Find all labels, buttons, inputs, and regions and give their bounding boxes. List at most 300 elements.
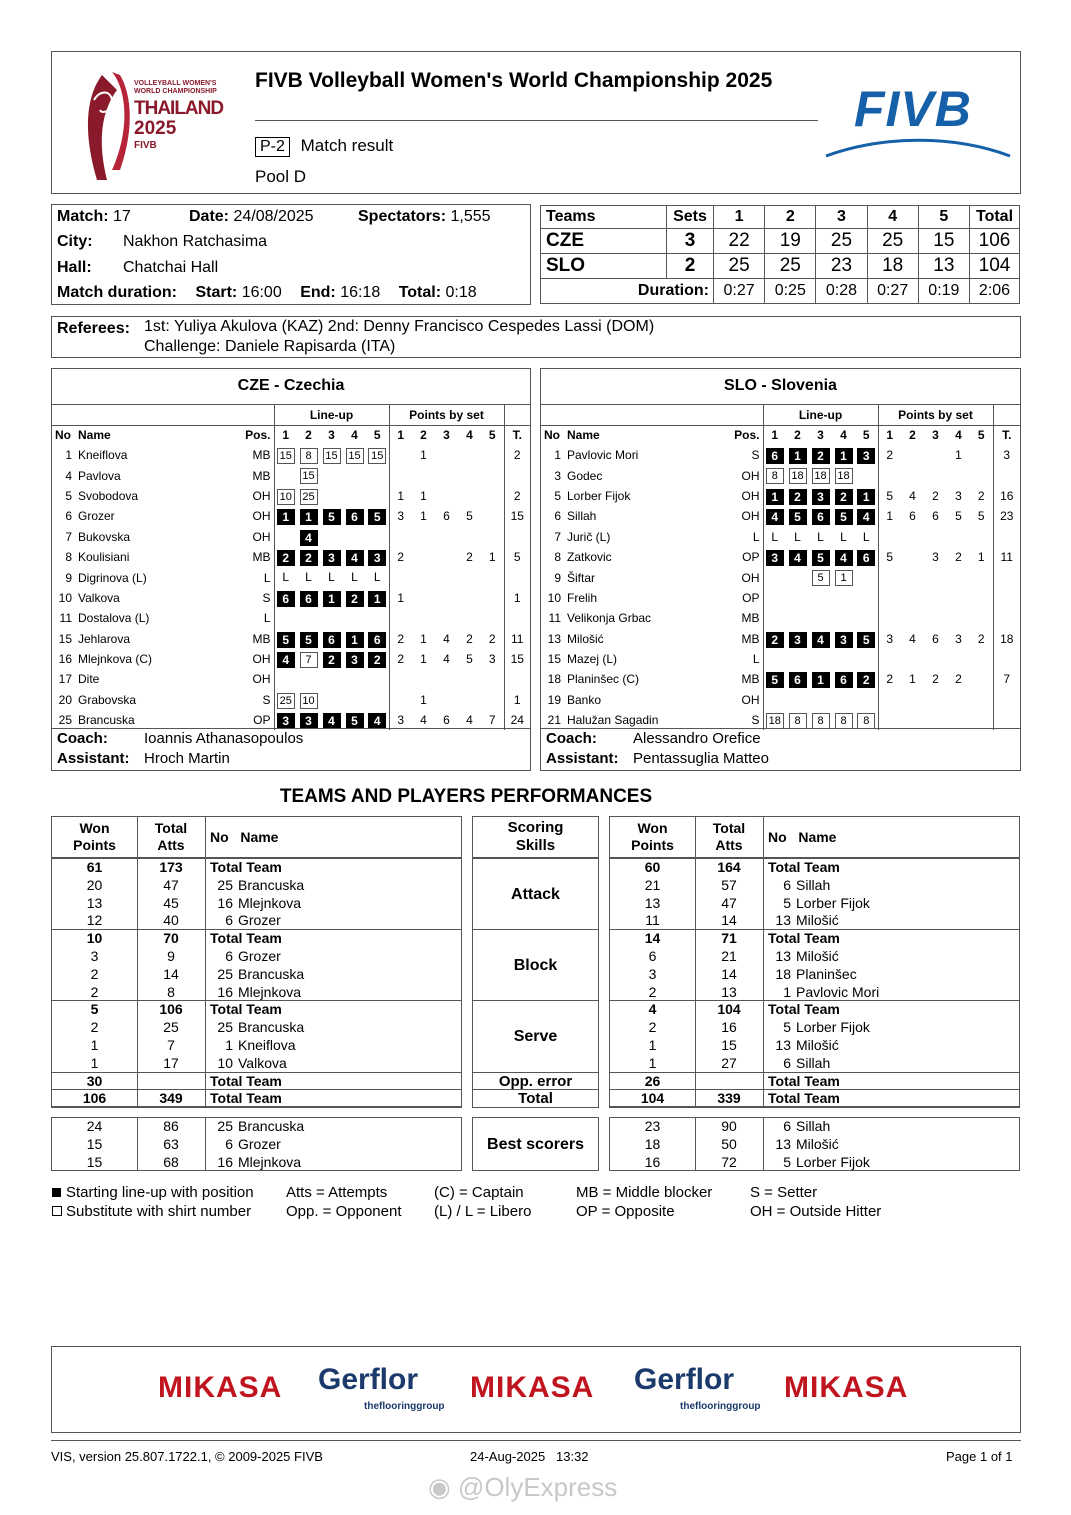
won-points: 60 — [644, 859, 661, 875]
starting-position: 5 — [323, 509, 341, 525]
player-position: L — [752, 652, 760, 667]
total-atts: 349 — [159, 1090, 183, 1107]
points-in-set: 1 — [420, 631, 427, 646]
points-in-set — [901, 465, 924, 485]
points-total: 1 — [504, 588, 530, 608]
starting-position: 5 — [835, 509, 853, 525]
starting-position: 1 — [789, 448, 807, 464]
player-name: Lorber Fijok — [796, 1153, 870, 1170]
points-in-set — [947, 608, 970, 628]
won-points: 1 — [90, 1036, 99, 1053]
points-in-set: 4 — [420, 713, 427, 728]
gerflor-tagline: theflooringgroup — [364, 1401, 445, 1412]
points-in-set — [412, 608, 435, 628]
starting-position: 3 — [277, 713, 295, 729]
roster-cze — [51, 368, 531, 771]
player-number: 11 — [59, 611, 72, 626]
won-points: 2 — [648, 1019, 657, 1036]
total-atts: 63 — [163, 1135, 179, 1152]
player-position: OH — [741, 488, 760, 503]
set-col-header: 3 — [817, 428, 824, 443]
legend — [750, 1183, 881, 1221]
pool-label: Pool D — [255, 167, 307, 186]
points-in-set — [389, 669, 412, 689]
player-name: Milošić — [796, 912, 839, 929]
set-score: 13 — [918, 254, 969, 279]
starting-position: 3 — [346, 652, 364, 668]
player-name: Brancuska — [238, 1019, 305, 1036]
set-duration: 0:27 — [714, 279, 765, 304]
player-position: OP — [742, 550, 760, 565]
substitute-number: 5 — [812, 570, 830, 586]
team-code: SLO — [541, 254, 667, 279]
set-score: 25 — [867, 229, 918, 254]
player-name: Šiftar — [567, 570, 596, 585]
starting-position: 3 — [368, 550, 386, 566]
event-logo — [82, 70, 227, 185]
fivb-logo-text: FIVB — [854, 81, 972, 137]
player-position: OP — [253, 713, 271, 728]
starting-position: 6 — [812, 509, 830, 525]
player-row — [541, 669, 1020, 689]
points-in-set — [924, 690, 947, 710]
points-in-set — [458, 608, 481, 628]
points-total: 24 — [504, 710, 530, 730]
legend-item: (L) / L = Libero — [434, 1203, 532, 1220]
set-score: 19 — [765, 229, 816, 254]
points-in-set: 2 — [955, 672, 962, 687]
starting-position: 4 — [789, 550, 807, 566]
points-total: 2 — [504, 445, 530, 465]
score-header: 2 — [765, 206, 816, 229]
player-name: Grozer — [238, 947, 281, 964]
points-total: 18 — [993, 629, 1020, 649]
points-total — [993, 465, 1020, 485]
points-in-set — [878, 649, 901, 669]
libero-marker: L — [305, 570, 312, 585]
total-label: Total: — [398, 284, 442, 301]
points-in-set — [947, 690, 970, 710]
player-name: Halužan Sagadin — [567, 713, 659, 728]
points-in-set — [389, 527, 412, 547]
total-col-header: T. — [993, 425, 1020, 445]
player-position: OH — [252, 529, 271, 544]
player-name: Svobodova — [78, 488, 139, 503]
points-in-set — [435, 669, 458, 689]
set-score: 18 — [867, 254, 918, 279]
set-col-header: 3 — [328, 428, 335, 443]
libero-marker: L — [862, 529, 870, 544]
points-in-set: 1 — [909, 672, 916, 687]
total-atts: 70 — [163, 930, 179, 947]
set-col-header: 2 — [794, 428, 801, 443]
starting-position: 3 — [766, 550, 784, 566]
total-atts: 25 — [163, 1019, 179, 1036]
lineup-header: Line-up — [763, 405, 878, 425]
roster-team-title: SLO - Slovenia — [541, 369, 1020, 405]
substitute-number: 15 — [300, 468, 318, 484]
points-header: Points by set — [878, 405, 993, 425]
player-row — [541, 506, 1020, 526]
starting-position: 6 — [346, 509, 364, 525]
starting-position: 4 — [812, 632, 830, 648]
player-name: Pavlovic Mori — [567, 448, 639, 463]
won-points: 16 — [644, 1153, 661, 1170]
libero-marker: L — [373, 570, 381, 585]
player-number: 9 — [554, 570, 561, 585]
points-total: 3 — [993, 445, 1020, 465]
starting-position: 5 — [857, 632, 875, 648]
player-name: Mazej (L) — [567, 652, 618, 667]
no-header: No — [55, 428, 71, 443]
starting-position: 5 — [300, 632, 318, 648]
coach-label: Coach: — [546, 730, 597, 747]
player-number: 19 — [547, 692, 561, 707]
points-in-set — [458, 690, 481, 710]
set-col-header: 1 — [274, 425, 297, 445]
total-time: 0:18 — [445, 284, 477, 301]
points-in-set — [901, 445, 924, 465]
player-number: 15 — [547, 652, 561, 667]
coach-label: Coach: — [57, 730, 108, 747]
player-number: 8 — [65, 550, 72, 565]
player-no: 25 — [217, 1019, 233, 1036]
points-in-set — [412, 547, 435, 567]
player-name: Total Team — [210, 1090, 282, 1107]
player-name: Grabovska — [78, 692, 137, 707]
starting-position: 6 — [857, 550, 875, 566]
points-in-set — [435, 608, 458, 628]
points-in-set — [924, 567, 947, 587]
player-row — [541, 690, 1020, 710]
substitute-number: 15 — [277, 448, 295, 464]
points-in-set — [458, 567, 481, 587]
total-atts: 106 — [159, 1001, 183, 1018]
starting-position: 3 — [857, 448, 875, 464]
points-in-set: 6 — [932, 509, 939, 524]
player-no: 6 — [225, 947, 233, 964]
points-in-set — [901, 690, 924, 710]
starting-position: 4 — [346, 550, 364, 566]
total-atts: 14 — [163, 965, 179, 982]
libero-marker: L — [840, 529, 847, 544]
set-col-header: 2 — [909, 428, 916, 443]
player-name: Kneiflova — [238, 1036, 296, 1053]
player-name: Velikonja Grbac — [567, 611, 652, 626]
gerflor-logo: Gerflor — [318, 1363, 419, 1396]
points-in-set: 2 — [977, 631, 985, 646]
player-number: 20 — [58, 692, 72, 707]
page-title: FIVB Volleyball Women's World Championship 2025 — [255, 69, 773, 92]
starting-position: 2 — [835, 489, 853, 505]
player-row — [541, 649, 1020, 669]
total-atts: 50 — [721, 1135, 737, 1152]
score-header: 3 — [816, 206, 867, 229]
mikasa-logo: MIKASA — [784, 1371, 909, 1404]
player-name: Total Team — [210, 1001, 282, 1018]
player-number: 1 — [554, 448, 561, 463]
footer-rule — [51, 1440, 1021, 1441]
points-in-set: 3 — [488, 652, 496, 667]
player-name: Total Team — [768, 1001, 840, 1018]
duration-label: Match duration: — [57, 284, 177, 301]
legend-item: Starting line-up with position — [66, 1184, 254, 1201]
player-number: 16 — [58, 652, 72, 667]
performances-title: TEAMS AND PLAYERS PERFORMANCES — [279, 786, 653, 807]
player-number: 13 — [547, 631, 561, 646]
starting-position: 2 — [789, 489, 807, 505]
player-name: Planinšec (C) — [567, 672, 640, 687]
watermark-text: @OlyExpress — [457, 1472, 618, 1502]
starting-position: 4 — [300, 530, 318, 546]
player-name: Digrinova (L) — [78, 570, 147, 585]
won-points: 20 — [86, 876, 103, 893]
player-position: OH — [741, 692, 760, 707]
substitute-number: 15 — [323, 448, 341, 464]
player-number: 15 — [58, 631, 72, 646]
substitute-number: 18 — [835, 468, 853, 484]
points-in-set — [458, 486, 481, 506]
points-in-set — [481, 669, 504, 689]
roster-table — [52, 405, 530, 730]
points-in-set — [412, 567, 435, 587]
print-timestamp: 24-Aug-2025 13:32 — [470, 1449, 589, 1464]
points-in-set: 5 — [878, 486, 901, 506]
total-atts: 104 — [717, 1001, 741, 1018]
points-in-set: 4 — [909, 488, 916, 503]
points-in-set: 6 — [443, 509, 450, 524]
player-position: OH — [741, 570, 760, 585]
points-in-set: 1 — [420, 448, 427, 463]
player-name: Jehlarova — [78, 631, 131, 646]
starter-legend-icon — [52, 1188, 61, 1197]
points-in-set — [458, 465, 481, 485]
starting-position: 4 — [857, 509, 875, 525]
atts-header: Total — [154, 820, 188, 836]
starting-position: 1 — [812, 672, 830, 688]
starting-position: 1 — [277, 509, 295, 525]
points-in-set — [947, 588, 970, 608]
points-in-set: 2 — [466, 631, 473, 646]
points-in-set — [389, 445, 412, 465]
player-number: 11 — [548, 611, 561, 626]
points-in-set — [970, 465, 993, 485]
starting-position: 1 — [346, 632, 364, 648]
player-number: 7 — [65, 529, 72, 544]
player-position: MB — [252, 631, 271, 646]
player-position: OH — [252, 672, 271, 687]
total-atts: 16 — [721, 1019, 737, 1036]
libero-marker: L — [328, 570, 335, 585]
assistant-label: Assistant: — [546, 750, 619, 767]
libero-marker: L — [817, 529, 824, 544]
starting-position: 5 — [812, 550, 830, 566]
points-in-set — [970, 588, 993, 608]
points-in-set — [412, 527, 435, 547]
player-name: Grozer — [238, 1135, 281, 1152]
player-number: 9 — [65, 570, 72, 585]
starting-position: 6 — [323, 632, 341, 648]
player-no: 1 — [225, 1036, 233, 1053]
player-position: L — [263, 611, 271, 626]
match-label: Match: — [57, 208, 109, 225]
won-points: 4 — [648, 1001, 657, 1018]
set-col-header: 3 — [443, 428, 450, 443]
libero-marker: L — [771, 529, 779, 544]
end-time: 16:18 — [340, 284, 381, 301]
player-name: Milošić — [567, 631, 604, 646]
player-name: Lorber Fijok — [567, 488, 631, 503]
player-name: Dite — [78, 672, 100, 687]
roster-slo — [540, 368, 1021, 771]
player-no: 18 — [775, 965, 791, 982]
player-row — [541, 527, 1020, 547]
won-points: 15 — [86, 1153, 103, 1170]
points-in-set: 2 — [466, 550, 473, 565]
roster-team-title: CZE - Czechia — [52, 369, 530, 405]
set-col-header: 2 — [305, 428, 312, 443]
player-no: 6 — [225, 912, 233, 929]
coach-name: Ioannis Athanasopoulos — [144, 730, 304, 747]
points-in-set — [481, 567, 504, 587]
points-in-set — [435, 486, 458, 506]
starting-position: 5 — [766, 672, 784, 688]
gerflor-tagline: theflooringgroup — [680, 1401, 761, 1412]
city-value: Nakhon Ratchasima — [123, 233, 268, 250]
points-in-set: 2 — [389, 629, 412, 649]
starting-position: 5 — [789, 509, 807, 525]
substitute-number: 10 — [300, 693, 318, 709]
legend-item: MB = Middle blocker — [576, 1184, 713, 1201]
points-in-set: 1 — [389, 588, 412, 608]
starting-position: 6 — [277, 591, 295, 607]
won-points: 6 — [648, 947, 657, 964]
logo-line: VOLLEYBALL WOMEN'S — [134, 80, 217, 87]
set-col-header: 4 — [840, 428, 847, 443]
player-row — [52, 669, 530, 689]
assistant-label: Assistant: — [57, 750, 130, 767]
points-in-set — [389, 465, 412, 485]
spectators-count: 1,555 — [450, 208, 491, 225]
start-label: Start: — [195, 284, 238, 301]
no-header: No — [544, 428, 560, 443]
end-label: End: — [300, 284, 336, 301]
points-in-set — [947, 567, 970, 587]
points-in-set — [481, 445, 504, 465]
player-row — [52, 608, 530, 628]
player-no: 13 — [775, 1036, 791, 1053]
points-total — [504, 465, 530, 485]
total-atts: 45 — [163, 894, 179, 911]
points-in-set — [901, 608, 924, 628]
points-in-set — [878, 567, 901, 587]
points-in-set: 4 — [466, 713, 473, 728]
starting-position: 2 — [300, 550, 318, 566]
player-row — [52, 588, 530, 608]
points-in-set: 1 — [977, 550, 985, 565]
hall-label: Hall: — [57, 259, 92, 276]
points-in-set: 7 — [488, 713, 496, 728]
atts-header: Atts — [715, 837, 743, 853]
player-position: OP — [742, 590, 760, 605]
player-no: 5 — [783, 1153, 791, 1170]
points-in-set — [435, 445, 458, 465]
won-points: 5 — [90, 1001, 99, 1018]
won-points: 3 — [90, 947, 99, 964]
player-name: Total Team — [768, 859, 840, 875]
player-position: S — [751, 448, 760, 463]
player-position: OH — [252, 509, 271, 524]
points-in-set — [412, 465, 435, 485]
player-number: 5 — [65, 488, 72, 503]
won-points: 3 — [648, 965, 657, 982]
substitute-number: 18 — [812, 468, 830, 484]
total-atts: 90 — [721, 1118, 737, 1134]
points-in-set — [924, 588, 947, 608]
substitute-number: 1 — [835, 570, 853, 586]
player-name: Jurič (L) — [567, 529, 611, 544]
starting-position: 6 — [300, 591, 318, 607]
starting-position: 6 — [368, 632, 386, 648]
won-points: 26 — [644, 1072, 661, 1089]
set-col-header: 4 — [466, 428, 473, 443]
total-atts: 27 — [721, 1054, 737, 1071]
player-name: Milošić — [796, 1036, 839, 1053]
starting-position: 5 — [277, 632, 295, 648]
total-atts: 339 — [717, 1090, 741, 1107]
starting-position: 3 — [835, 632, 853, 648]
won-header: Points — [73, 837, 116, 853]
starting-position: 1 — [766, 489, 784, 505]
substitute-number: 18 — [789, 468, 807, 484]
points-total — [993, 649, 1020, 669]
player-position: L — [752, 529, 760, 544]
points-in-set — [481, 690, 504, 710]
points-total — [993, 567, 1020, 587]
player-name: Godec — [567, 468, 603, 483]
set-duration: 0:19 — [918, 279, 969, 304]
won-points: 13 — [86, 894, 103, 911]
starting-position: 6 — [766, 448, 784, 464]
points-in-set — [458, 527, 481, 547]
header-panel — [51, 51, 1021, 194]
legend — [576, 1183, 712, 1221]
player-row — [541, 445, 1020, 465]
points-in-set: 4 — [443, 631, 450, 646]
player-position: MB — [741, 631, 760, 646]
points-total: 16 — [993, 486, 1020, 506]
substitute-number: 8 — [857, 713, 875, 729]
player-no: 1 — [783, 983, 791, 1000]
set-duration: 0:28 — [816, 279, 867, 304]
legend-item: S = Setter — [750, 1184, 818, 1201]
score-header: Total — [970, 206, 1020, 229]
player-position: OH — [252, 488, 271, 503]
points-in-set — [970, 690, 993, 710]
spectators-label: Spectators: — [358, 208, 447, 225]
points-in-set — [389, 690, 412, 710]
points-total: 11 — [504, 629, 530, 649]
total-atts: 13 — [721, 983, 737, 1000]
player-row — [541, 547, 1020, 567]
set-col-header: 1 — [763, 425, 786, 445]
player-row — [52, 629, 530, 649]
set-col-header: 5 — [862, 428, 870, 443]
points-in-set: 3 — [389, 506, 412, 526]
player-row — [52, 506, 530, 526]
score-header: Teams — [541, 206, 667, 229]
weibo-icon: ◉ — [428, 1472, 451, 1502]
